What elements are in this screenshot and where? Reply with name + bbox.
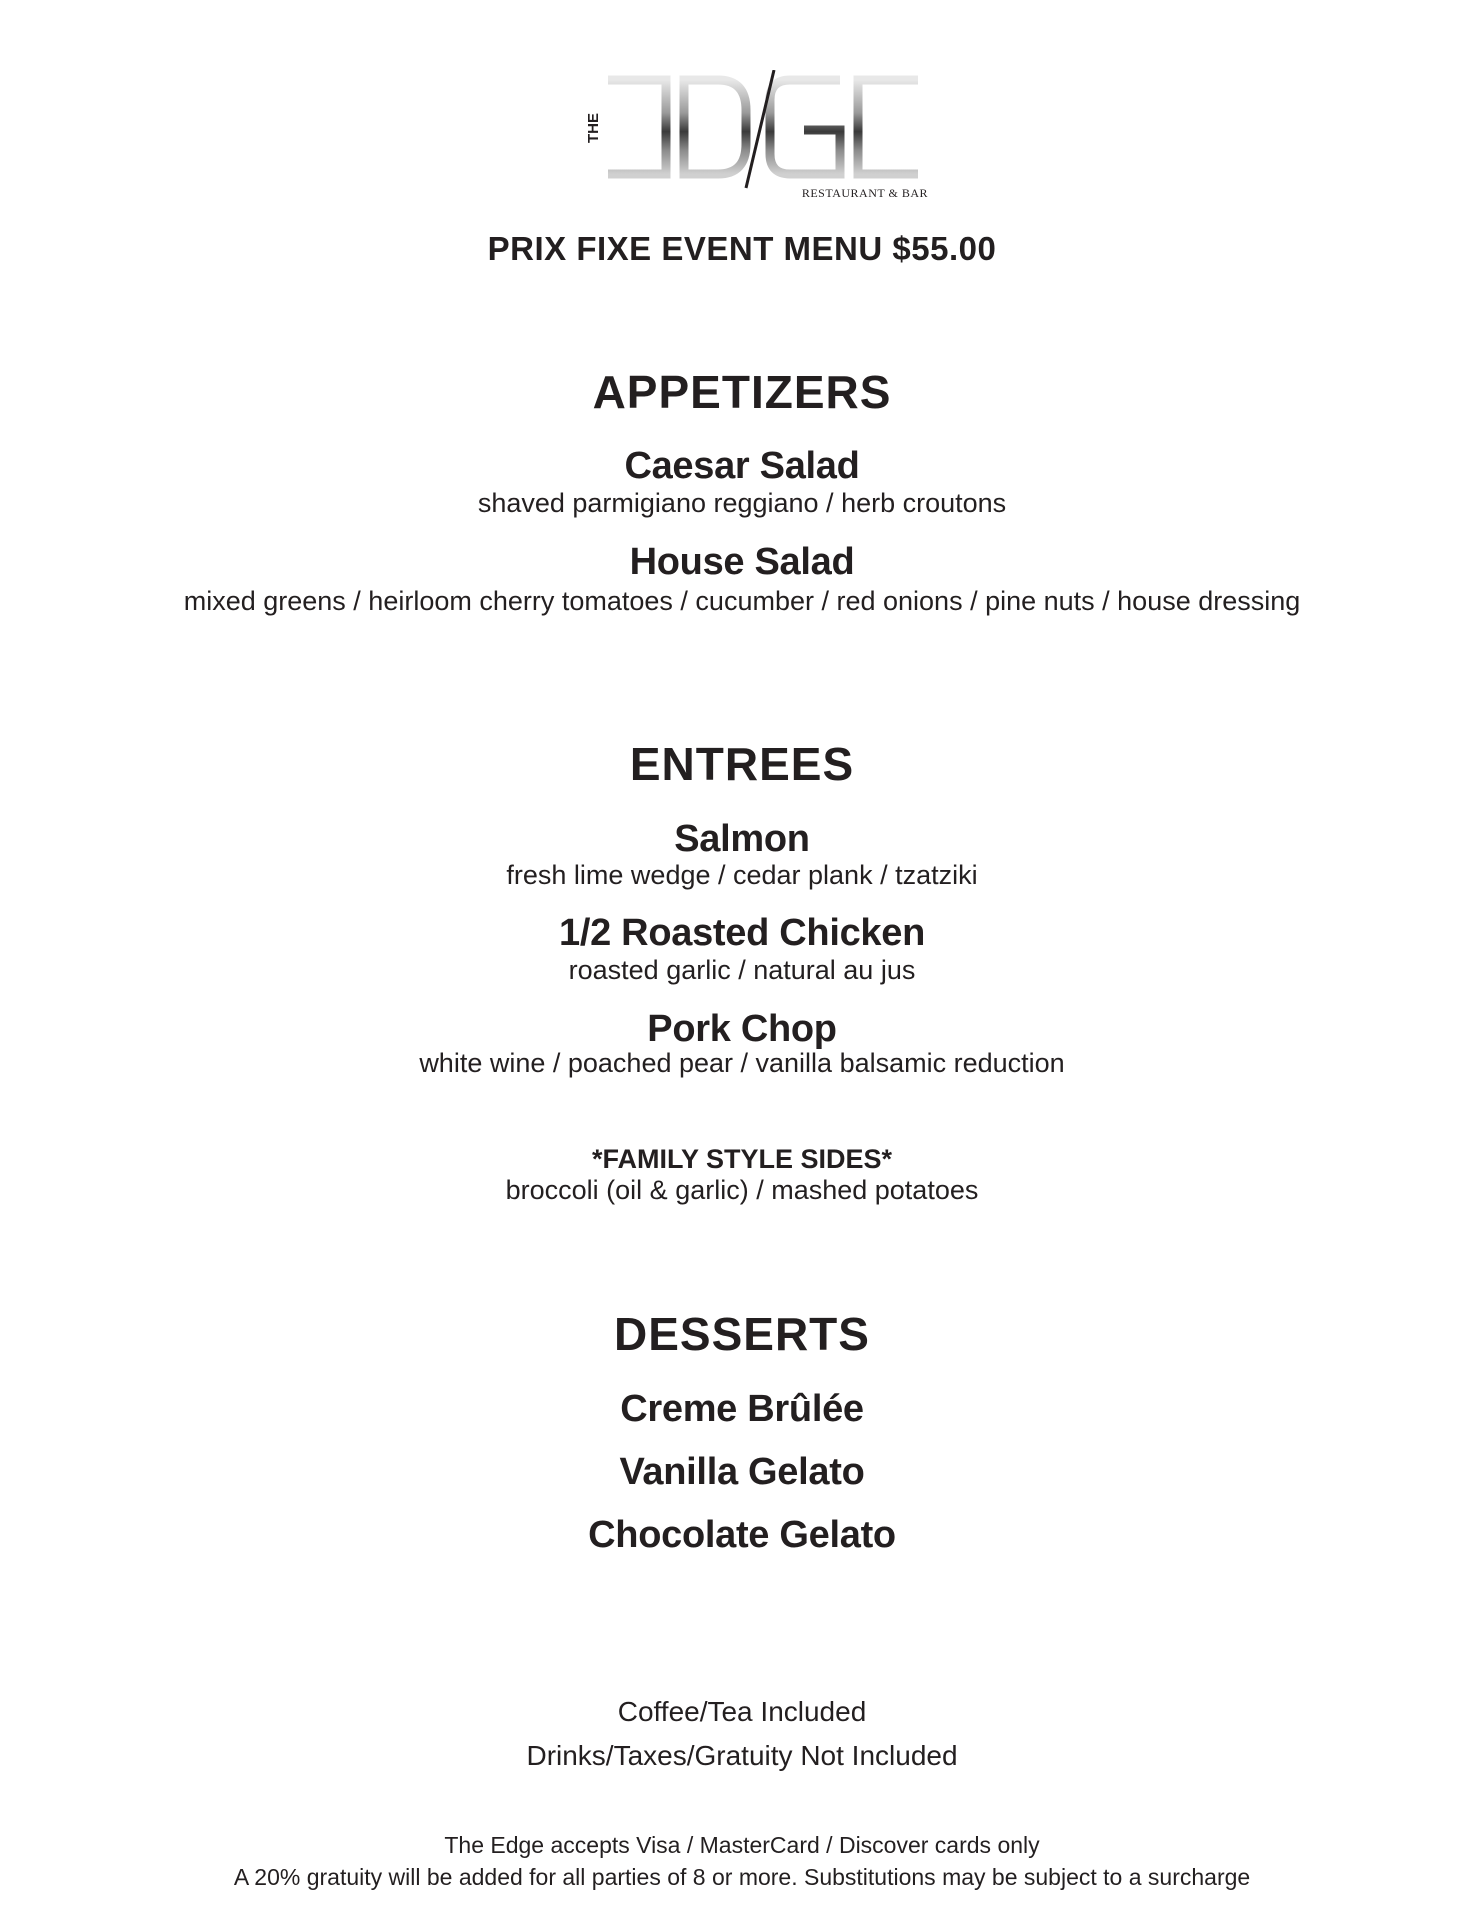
menu-item-name: Salmon <box>674 818 810 860</box>
dessert-item: Chocolate Gelato <box>588 1514 896 1556</box>
gratuity-note: A 20% gratuity will be added for all parties of 8 or more. Substitutions may be subject to a surcharge <box>233 1864 1251 1890</box>
restaurant-logo <box>578 70 930 202</box>
menu-title: PRIX FIXE EVENT MENU $55.00 <box>487 230 997 267</box>
sides-description: broccoli (oil & garlic) / mashed potatoes <box>505 1175 979 1205</box>
sides-title: *FAMILY STYLE SIDES* <box>591 1144 893 1174</box>
entrees-heading: ENTREES <box>629 738 855 790</box>
logo-tagline: RESTAURANT & BAR <box>801 186 928 200</box>
payment-note: The Edge accepts Visa / MasterCard / Discover cards only <box>444 1832 1040 1858</box>
menu-item-description: fresh lime wedge / cedar plank / tzatziki <box>506 860 978 890</box>
menu-item-name: Caesar Salad <box>624 445 860 487</box>
menu-item-description: roasted garlic / natural au jus <box>568 955 916 985</box>
not-included-note: Drinks/Taxes/Gratuity Not Included <box>526 1740 958 1771</box>
menu-item-description: shaved parmigiano reggiano / herb croutons <box>477 488 1007 518</box>
desserts-heading: DESSERTS <box>614 1308 870 1360</box>
menu-item-description: white wine / poached pear / vanilla balsamic reduction <box>419 1048 1065 1078</box>
menu-item-name: House Salad <box>629 541 855 583</box>
appetizers-heading: APPETIZERS <box>592 366 892 418</box>
menu-item-name: Pork Chop <box>647 1008 837 1050</box>
included-note: Coffee/Tea Included <box>617 1696 867 1727</box>
menu-item-name: 1/2 Roasted Chicken <box>559 912 925 954</box>
logo-prefix: THE <box>585 113 602 143</box>
menu-item-description: mixed greens / heirloom cherry tomatoes / cucumber / red onions / pine nuts / house dressing <box>183 586 1301 616</box>
dessert-item: Creme Brûlée <box>620 1388 864 1430</box>
dessert-item: Vanilla Gelato <box>619 1451 865 1493</box>
